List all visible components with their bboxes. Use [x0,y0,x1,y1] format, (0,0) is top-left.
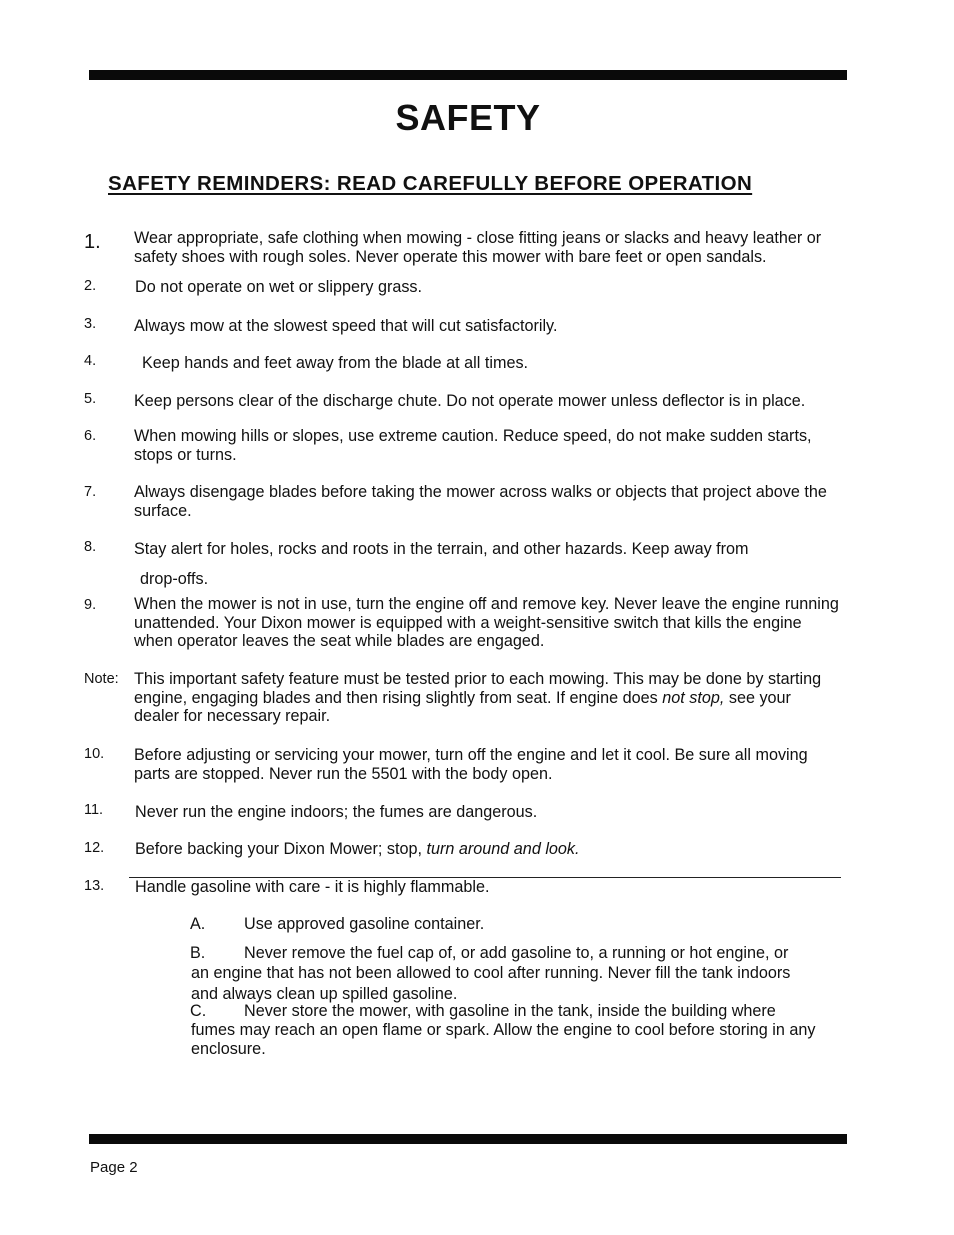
item-text-continued: drop-offs. [140,570,209,588]
emphasis-text: not stop, [662,688,725,707]
page-title: SAFETY [395,97,541,138]
item-text: Stay alert for holes, rocks and roots in the terrain, and other hazards. Keep away from [134,540,749,558]
item-text: Always disengage blades before taking the mower across walks or objects that project above the surface. [134,483,827,520]
item-number: 10. [84,746,105,762]
item-number: 13. [84,878,105,894]
item-number: 5. [84,391,97,407]
item-number: 11. [84,802,104,818]
item-text: Before backing your Dixon Mower; stop, turn around and look. [135,840,580,858]
item-text: Always mow at the slowest speed that will cut satisfactorily. [134,317,558,335]
note-text: This important safety feature must be tested prior to each mowing. This may be done by starting engine, engaging blades and then rising slightly from seat. If engine does not stop, see your dealer for necessary repair. [134,670,822,725]
item-number: 1. [84,231,101,253]
subitem-text-continued: fumes may reach an open flame or spark. Allow the engine to cool before storing in any enclosure. [191,1021,816,1058]
subitem-letter: C. [190,1002,207,1020]
item-number: 12. [84,840,105,856]
item-number: 2. [84,278,97,294]
item-number: 6. [84,428,97,444]
item-number: 9. [84,597,97,613]
item-text: Keep persons clear of the discharge chute. Do not operate mower unless deflector is in place. [134,392,806,410]
top-rule [89,70,847,80]
bottom-rule [89,1134,847,1144]
item-number: 7. [84,484,97,500]
item-text: Handle gasoline with care - it is highly flammable. [135,878,490,896]
subitem-text: Never store the mower, with gasoline in the tank, inside the building where [244,1002,776,1020]
emphasis-text: turn around and look. [426,840,580,858]
subitem [190,1002,840,1021]
section-subtitle: SAFETY REMINDERS: READ CAREFULLY BEFORE OPERATION [108,172,753,195]
subitem-text: Use approved gasoline container. [244,915,485,933]
item-number: 3. [84,316,97,332]
item-number: 4. [84,353,97,369]
note-label: Note: [84,671,119,687]
item-number: 8. [84,539,97,555]
subitem-text-continued: an engine that has not been allowed to cool after running. Never fill the tank indoors and always clean up spilled gasoline. [191,964,791,1003]
item-text: Before adjusting or servicing your mower, turn off the engine and let it cool. Be sure all moving parts are stopped. Never run the 5501 with the body open. [134,746,808,783]
subitem [190,943,840,963]
item-text: When mowing hills or slopes, use extreme caution. Reduce speed, do not make sudden starts, stops or turns. [134,427,812,464]
item-text: Keep hands and feet away from the blade at all times. [142,354,529,372]
subitem-letter: A. [190,915,206,933]
page-number: Page 2 [90,1159,138,1176]
item-text: When the mower is not in use, turn the engine off and remove key. Never leave the engine running unattended. Your Dixon mower is equipped with a weight-sensitive switch that kills the engine when operator leaves the seat while blades are engaged. [134,595,839,650]
item-text: Never run the engine indoors; the fumes are dangerous. [135,803,538,821]
subitem [190,914,830,934]
item-text: Wear appropriate, safe clothing when mowing - close fitting jeans or slacks and heavy leather or safety shoes with rough soles. Never operate this mower with bare feet or open sandals. [134,229,822,266]
subitem-letter: B. [190,944,206,962]
item-text: Do not operate on wet or slippery grass. [135,278,423,296]
subitem-text: Never remove the fuel cap of, or add gasoline to, a running or hot engine, or [244,944,789,962]
